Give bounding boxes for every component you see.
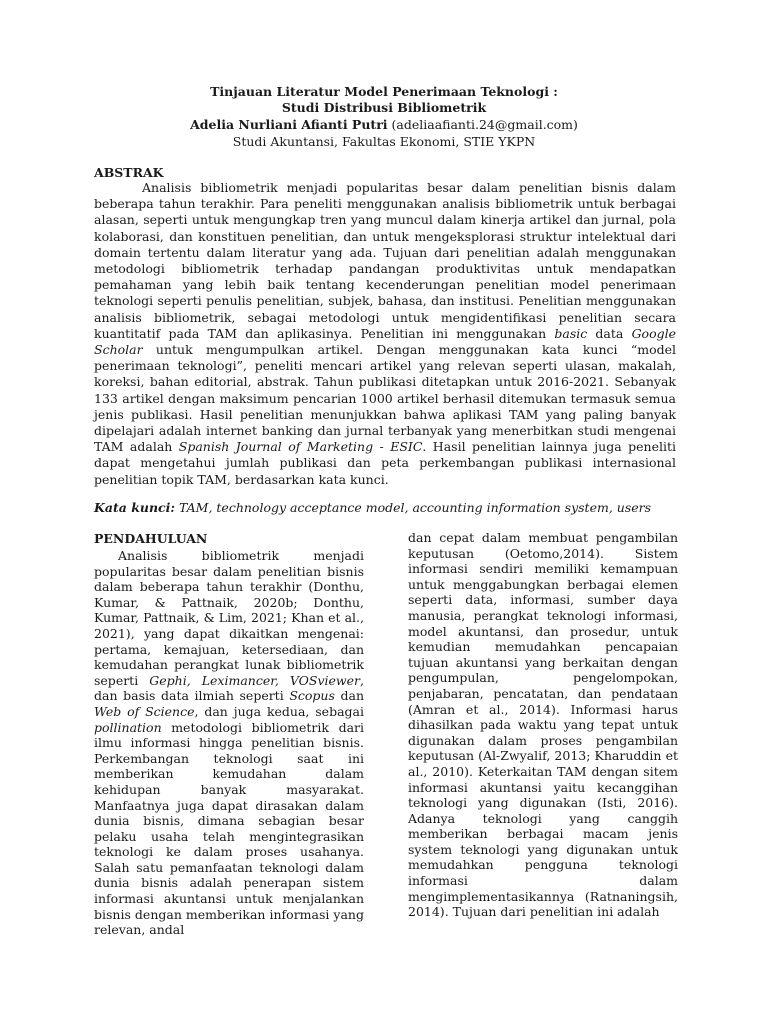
intro-paragraph-left xyxy=(94,548,364,938)
keywords-line xyxy=(94,500,694,516)
keywords-value: TAM, technology acceptance model, accounting information system, users xyxy=(175,500,652,515)
intro-column-left xyxy=(94,531,364,938)
abstract-text-1: Analisis bibliometrik menjadi popularitas besar dalam penelitian bisnis dalam beberapa tahun terakhir. Para peneliti menggunakan analisis bibliometrik untuk berbagai alasan, seperti untuk mengungkap tren yang muncul dalam kinerja artikel dan jurnal, pola kolaborasi, dan konstituen penelitian, dan untuk mengeksplorasi struktur intelektual dari domain tertentu dalam literatur yang ada. Tujuan dari penelitian adalah menggunakan metodologi bibliometrik terhadap pandangan produktivitas untuk mendapatkan pemahaman yang lebih baik tentang kecenderungan penelitian model penerimaan teknologi seperti penulis penelitian, subjek, bahasa, dan institusi. Penelitian menggunakan analisis bibliometrik, sebagai metodologi untuk mengidentifikasi penelitian secara kuantitatif pada TAM dan aplikasinya. Penelitian ini menggunakan xyxy=(94,180,676,341)
intro-text-2: , dan basis data ilmiah seperti xyxy=(94,672,364,704)
intro-db-scopus: Scopus xyxy=(289,688,335,704)
author-email: (adeliaafianti.24@gmail.com) xyxy=(391,117,578,132)
title-line-1: Tinjauan Literatur Model Penerimaan Teknologi : xyxy=(210,84,558,99)
author-affiliation: Studi Akuntansi, Fakultas Ekonomi, STIE YKPN xyxy=(232,134,536,149)
abstract-text-4: . Hasil penelitian lainnya juga peneliti dapat mengetahui jumlah publikasi dan peta perkembangan publikasi internasional penelitian topik TAM, berdasarkan kata kunci. xyxy=(94,439,676,487)
abstract-text-2: data xyxy=(587,325,632,341)
abstract-body xyxy=(94,180,676,488)
intro-text-1: Analisis bibliometrik menjadi popularitas besar dalam penelitian bisnis dalam beberapa tahun terakhir (Donthu, Kumar, & Pattnaik, 2020b; Donthu, Kumar, Pattnaik, & Lim, 2021; Khan et al., 2021), yang dapat dikaitkan mengenai: pertama, kemajuan, ketersediaan, dan kemudahan perangkat lunak bibliometrik seperti xyxy=(94,548,364,688)
author-name: Adelia Nurliani Afianti Putri xyxy=(190,117,388,132)
abstract-term-scholar: Google Scholar xyxy=(94,325,676,358)
intro-heading: PENDAHULUAN xyxy=(94,531,208,546)
intro-db-wos: Web of Science xyxy=(94,703,195,719)
intro-text-4: , dan juga kedua, sebagai xyxy=(194,703,364,719)
abstract-heading: ABSTRAK xyxy=(94,165,164,180)
abstract-text-3: untuk mengumpulkan artikel. Dengan menggunakan kata kunci “model penerimaan teknologi”, peneliti mencari artikel yang relevan seperti ulasan, makalah, koreksi, bahan editorial, abstrak. Tahun publikasi ditetapkan untuk 2016-2021. Sebanyak 133 artikel dengan maksimum pencarian 1000 artikel berhasil ditemukan termasuk semua jenis publikasi. Hasil penelitian menunjukkan bahwa aplikasi TAM yang paling banyak dipelajari adalah internet banking dan jurnal terbanyak yang menerbitkan studi mengenai TAM adalah xyxy=(94,342,676,455)
abstract-term-basic: basic xyxy=(554,325,588,341)
intro-paragraph-right: dan cepat dalam membuat pengambilan keputusan (Oetomo,2014). Sistem informasi sendiri memiliki kemampuan untuk menggabungkan berbagai elemen seperti data, informasi, sumber daya manusia, perangkat teknologi informasi, model akuntansi, dan prosedur, untuk kemudian memudahkan pencapaian tujuan akuntansi yang berkaitan dengan pengumpulan, pengelompokan, penjabaran, pencatatan, dan pendataan (Amran et al., 2014). Informasi harus dihasilkan pada waktu yang tepat untuk digunakan dalam proses pengambilan keputusan (Al-Zwyalif, 2013; Kharuddin et al., 2010). Keterkaitan TAM dengan sitem informasi akuntansi yaitu kecanggihan teknologi yang digunakan (Isti, 2016). Adanya teknologi yang canggih memberikan berbagai macam jenis system teknologi yang digunakan untuk memudahkan pengguna teknologi informasi dalam mengimplementasikannya (Ratnaningsih, 2014). Tujuan dari penelitian ini adalah xyxy=(408,530,678,920)
intro-text-5: metodologi bibliometrik dari ilmu informasi hingga penelitian bisnis. Perkembangan teknologi saat ini memberikan kemudahan dalam kehidupan banyak masyarakat. Manfaatnya juga dapat dirasakan dalam dunia bisnis, dimana sebagian besar pelaku usaha telah mengintegrasikan teknologi ke dalam proses usahanya. Salah satu pemanfaatan teknologi dalam dunia bisnis adalah penerapan sistem informasi akuntansi untuk menjalankan bisnis dengan memberikan informasi yang relevan, andal xyxy=(94,719,364,938)
abstract-journal-name: Spanish Journal of Marketing - ESIC xyxy=(178,439,423,455)
author-line xyxy=(60,117,708,133)
intro-text-3: dan xyxy=(334,688,365,704)
title-line-2: Studi Distribusi Bibliometrik xyxy=(281,100,487,115)
intro-column-right xyxy=(408,530,678,920)
intro-software-names: Gephi, Leximancer, VOSviewer xyxy=(149,672,361,688)
keywords-label: Kata kunci: xyxy=(94,500,175,515)
paper-title xyxy=(60,84,708,116)
intro-term-pollination: pollination xyxy=(94,719,162,735)
